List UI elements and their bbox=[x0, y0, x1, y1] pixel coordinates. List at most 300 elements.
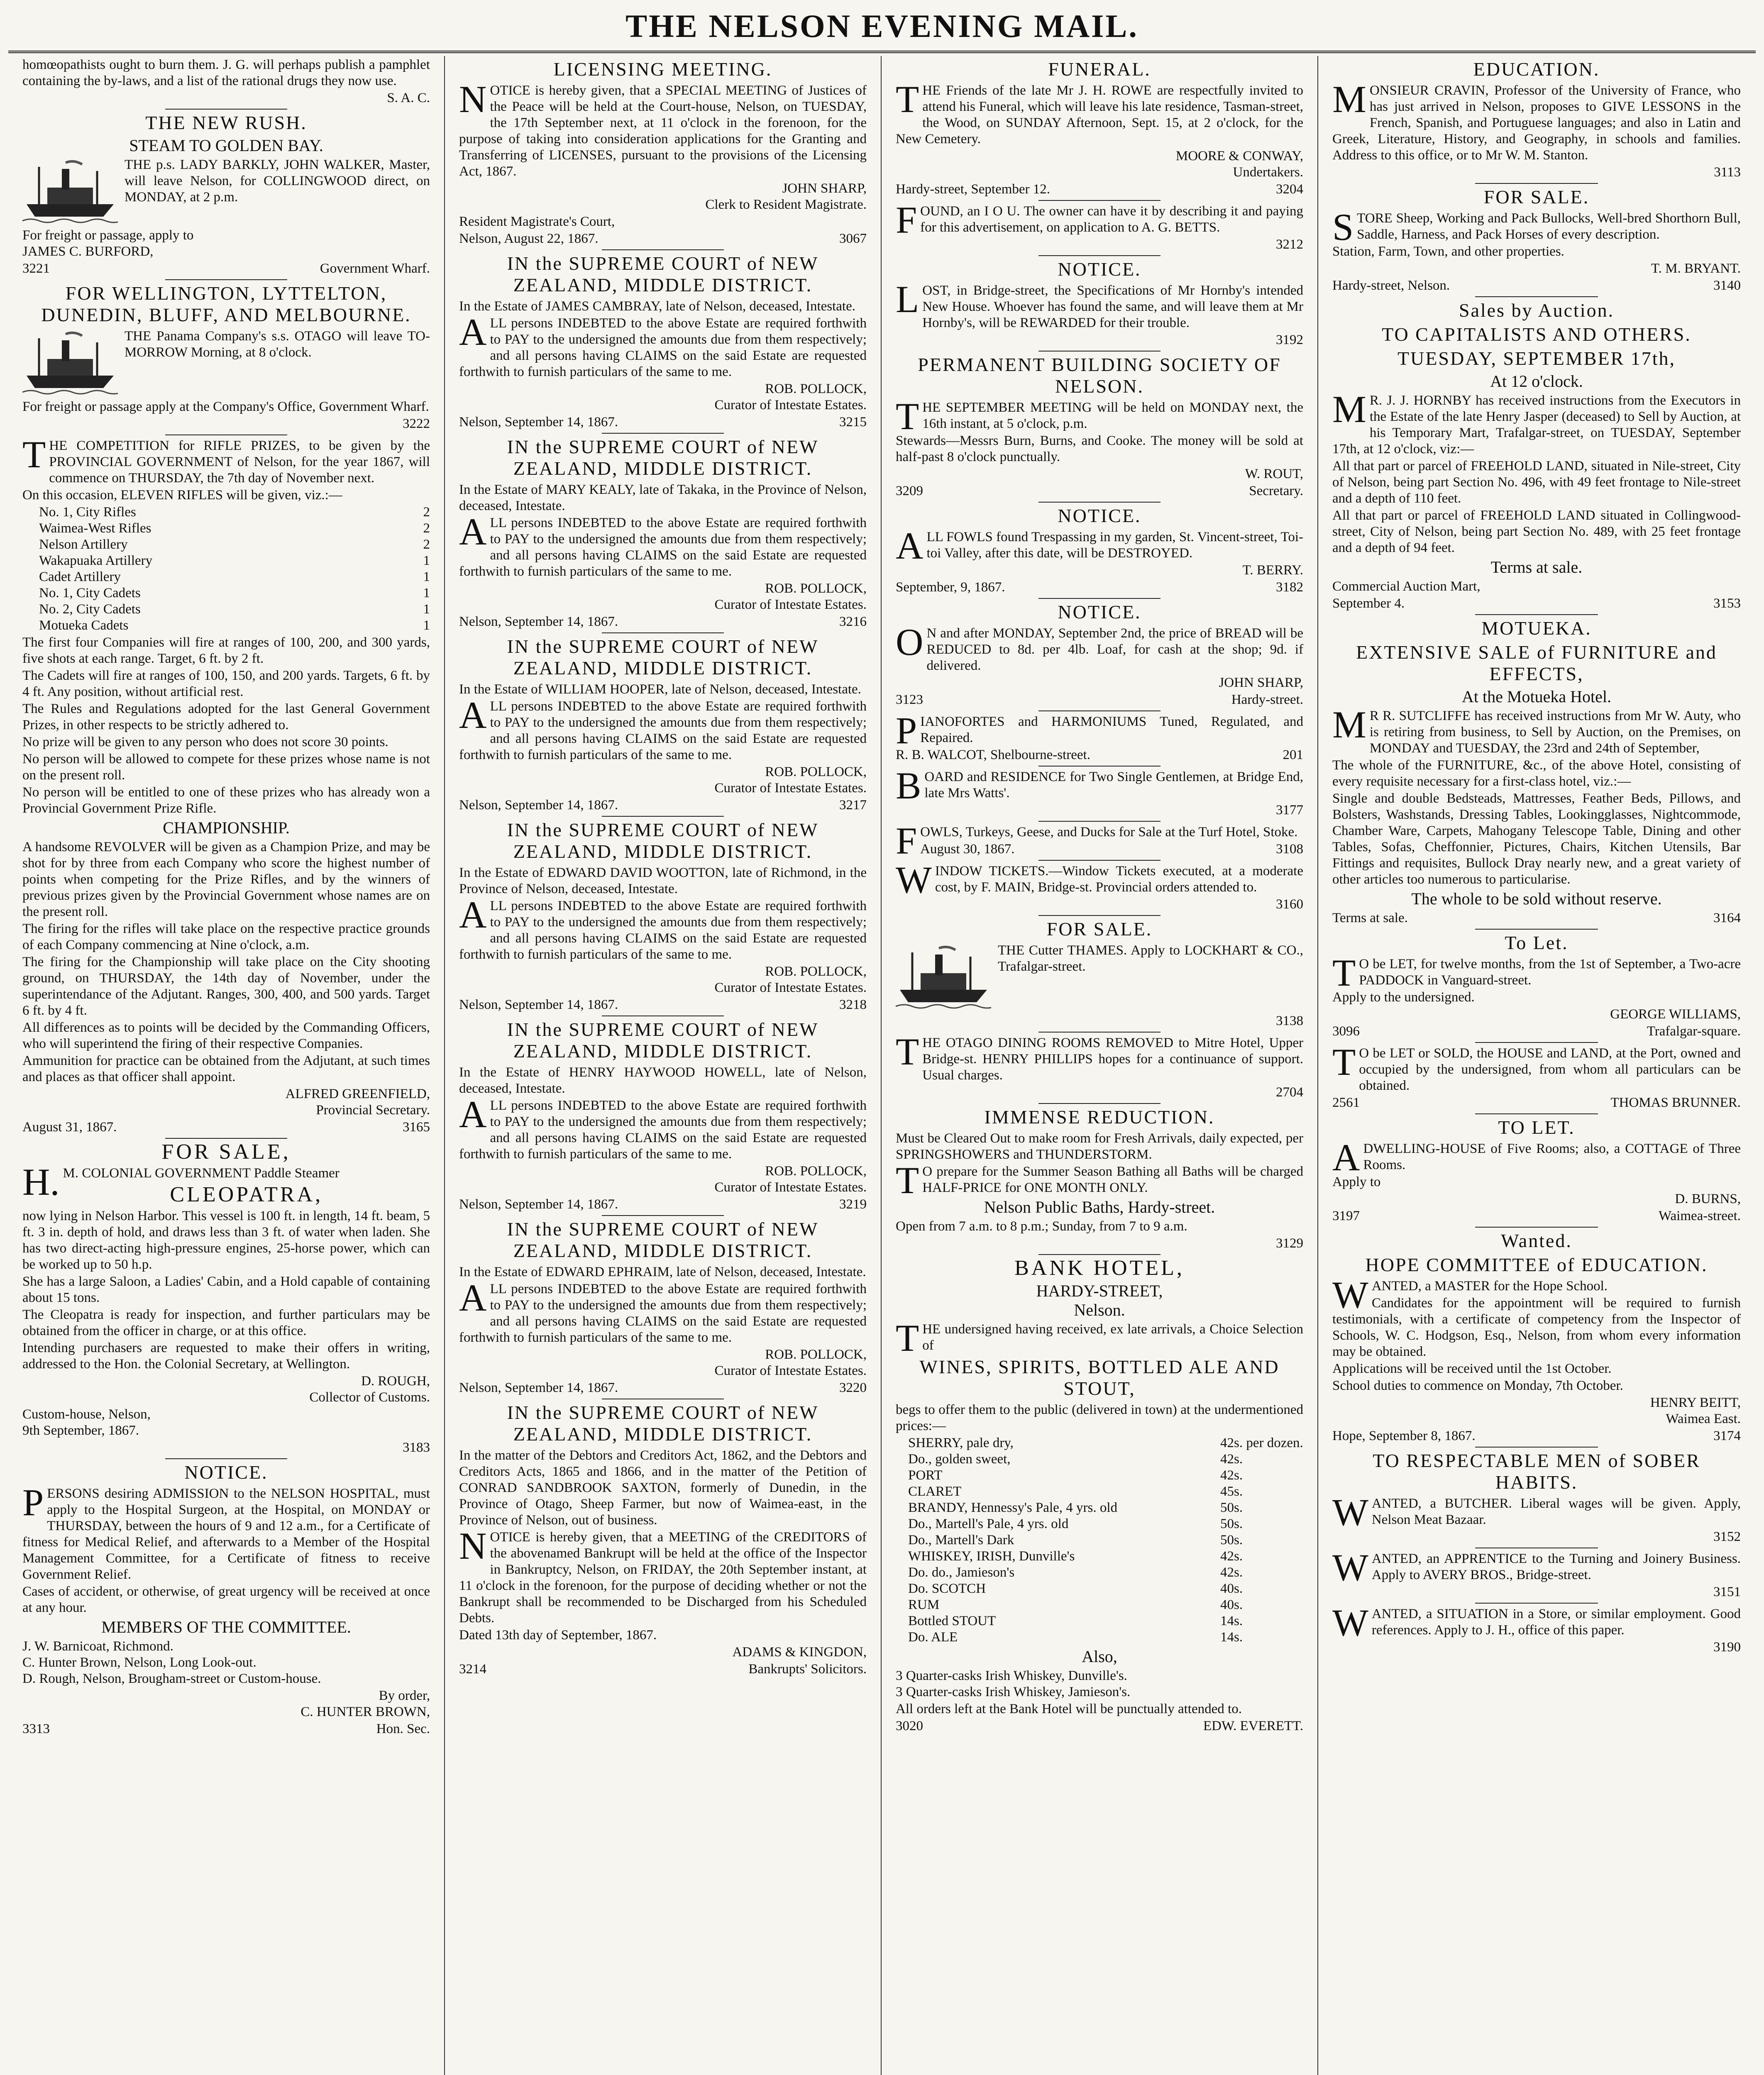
ad-body-dropcap: TO prepare for the Summer Season Bathing all Baths will be charged HALF-PRICE for ONE MONTH ONLY. bbox=[896, 1159, 1303, 1201]
prize-count: 1 bbox=[423, 569, 430, 584]
ad-subheading: Nelson Public Baths, Hardy-street. bbox=[984, 1198, 1215, 1216]
price-value: 50s. bbox=[1220, 1500, 1243, 1515]
ad-heading: EXTENSIVE SALE of FURNITURE and EFFECTS, bbox=[1356, 642, 1717, 684]
ship-advert bbox=[896, 942, 1303, 1012]
section-divider bbox=[1038, 1103, 1161, 1104]
ad-signature: JOHN SHARP, bbox=[1219, 675, 1303, 690]
ad-ref-left: September, 9, 1867. bbox=[896, 580, 1005, 595]
price-item: BRANDY, Hennessy's Pale, 4 yrs. old bbox=[908, 1500, 1118, 1515]
price-value: 40s. bbox=[1220, 1581, 1243, 1596]
ad-body-text: All that part or parcel of FREEHOLD LAND situated in Collingwood-street, City of Nelson, being part Section No. 489, with 25 feet frontage and a depth of 94 feet. bbox=[1332, 508, 1741, 555]
section-divider bbox=[165, 279, 288, 280]
ad-body-text: Station, Farm, Town, and other properties. bbox=[1332, 244, 1564, 259]
ad-heading: NOTICE. bbox=[1058, 259, 1141, 280]
section-divider bbox=[1038, 1032, 1161, 1033]
ad-body-text: The whole of the FURNITURE, &c., of the above Hotel, consisting of every requisite necessary for a first-class hotel, viz.:— bbox=[1332, 758, 1741, 789]
ad-footer-row bbox=[459, 1380, 867, 1396]
ad-ref-left: Nelson, September 14, 1867. bbox=[459, 1197, 618, 1212]
ad-footer-row bbox=[1332, 1023, 1741, 1040]
price-item: Do. ALE bbox=[908, 1630, 958, 1645]
ad-ref-right: 3217 bbox=[839, 798, 867, 813]
prize-count: 1 bbox=[423, 553, 430, 568]
ad-signature: 3222 bbox=[403, 416, 430, 431]
price-value: 42s. bbox=[1220, 1565, 1243, 1580]
ad-signature: ROB. POLLOCK, Curator of Intestate Estates. bbox=[714, 581, 867, 612]
section-divider bbox=[1475, 614, 1598, 615]
ad-body-text: Stewards—Messrs Burn, Burns, and Cooke. The money will be sold at half-past 8 o'clock punctually. bbox=[896, 433, 1303, 464]
ad-body-text: The firing for the Championship will take place on the City shooting ground, on THURSDAY, the 14th day of November, under the superintendance of the Adjutant. Ranges, 300, 400, and 500 yards. Target 6 ft. by 4 ft. bbox=[22, 954, 430, 1018]
prize-company: Waimea-West Rifles bbox=[39, 521, 151, 536]
price-list-row bbox=[896, 1532, 1303, 1548]
ad-footer-row bbox=[1332, 278, 1741, 294]
section-divider bbox=[1038, 710, 1161, 711]
columns bbox=[8, 56, 1756, 2075]
ad-heading: NOTICE. bbox=[184, 1462, 268, 1483]
ad-body-dropcap: NOTICE is hereby given, that a SPECIAL MEETING of Justices of the Peace will be held at the Court-house, Nelson, on TUESDAY, the 17th September next, at 11 o'clock in the forenoon, for the purpose of taking into consideration applications for the Granting and Transferring of LICENSES, pursuant to the provisions of the Licensing Act, 1867. bbox=[459, 78, 867, 179]
ad-body-dropcap: H.M. COLONIAL GOVERNMENT Paddle Steamer bbox=[22, 1161, 340, 1203]
ad-subheading: At the Motueka Hotel. bbox=[1462, 687, 1611, 706]
ad-body-text: 3 Quarter-casks Irish Whiskey, Dunville's. 3 Quarter-casks Irish Whiskey, Jamieson's. bbox=[896, 1668, 1131, 1699]
ad-footer-row bbox=[459, 997, 867, 1013]
section-divider bbox=[1038, 766, 1161, 767]
price-list-row bbox=[896, 1597, 1303, 1613]
ad-body-dropcap: PIANOFORTES and HARMONIUMS Tuned, Regulated, and Repaired. bbox=[896, 709, 1303, 752]
ad-signature: T. M. BRYANT. bbox=[1651, 261, 1741, 276]
ad-signature: ROB. POLLOCK, Curator of Intestate Estates. bbox=[714, 964, 867, 995]
ad-body-text: The first four Companies will fire at ranges of 100, 200, and 300 yards, five shots at each range. Target, 6 ft. by 2 ft. bbox=[22, 635, 430, 666]
ad-signature: ROB. POLLOCK, Curator of Intestate Estates. bbox=[714, 1347, 867, 1378]
ad-ref-right: 3108 bbox=[1276, 842, 1303, 857]
section-divider bbox=[1038, 1254, 1161, 1255]
ad-ref-right: Waimea-street. bbox=[1659, 1208, 1741, 1223]
masthead-rule bbox=[8, 51, 1756, 53]
ad-body-dropcap: BOARD and RESIDENCE for Two Single Gentlemen, at Bridge End, late Mrs Watts'. bbox=[896, 764, 1303, 807]
ad-heading: THE NEW RUSH. bbox=[145, 112, 307, 133]
ship-advert bbox=[22, 328, 430, 398]
section-divider bbox=[1475, 1042, 1598, 1043]
ad-ref-left: Nelson, August 22, 1867. bbox=[459, 231, 599, 246]
ad-signature: 2704 bbox=[1276, 1085, 1303, 1100]
price-list-row bbox=[896, 1581, 1303, 1597]
ad-signature: W. ROUT, bbox=[1245, 466, 1303, 481]
ad-ref-right: 3218 bbox=[839, 997, 867, 1012]
price-item: Do. do., Jamieson's bbox=[908, 1565, 1015, 1580]
ad-heading: FUNERAL. bbox=[1048, 59, 1151, 80]
ad-body-text: She has a large Saloon, a Ladies' Cabin, and a Hold capable of containing about 15 tons. bbox=[22, 1274, 430, 1305]
ad-footer-row bbox=[896, 483, 1303, 499]
ship-advert bbox=[22, 157, 430, 227]
ad-body-text: In the Estate of EDWARD DAVID WOOTTON, late of Richmond, in the Province of Nelson, deceased, Intestate. bbox=[459, 865, 867, 896]
ad-body-text: For freight or passage apply at the Company's Office, Government Wharf. bbox=[22, 399, 429, 414]
ad-footer-row bbox=[459, 414, 867, 430]
ad-footer-row bbox=[1332, 1095, 1741, 1111]
ad-ref-left: 3197 bbox=[1332, 1208, 1360, 1223]
ad-body-text: In the Estate of WILLIAM HOOPER, late of Nelson, deceased, Intestate. bbox=[459, 682, 861, 697]
section-divider bbox=[602, 632, 724, 633]
ad-body-dropcap: ALL persons INDEBTED to the above Estate are required forthwith to PAY to the undersigned the amounts due from them respectively; and all persons having CLAIMS on the said Estate are requested forthwith to furnish particulars of the same to me. bbox=[459, 311, 867, 379]
column-1 bbox=[8, 56, 445, 2075]
ad-subheading: HARDY-STREET, Nelson. bbox=[1036, 1282, 1163, 1319]
ad-ref-left: Nelson, September 14, 1867. bbox=[459, 1380, 618, 1395]
ad-heading: TO RESPECTABLE MEN of SOBER HABITS. bbox=[1373, 1450, 1700, 1493]
steamship-icon bbox=[22, 330, 118, 396]
ad-body-dropcap: PERSONS desiring ADMISSION to the NELSON HOSPITAL, must apply to the Hospital Surgeon, at the Hospital, on MONDAY or THURSDAY, between the hours of 9 and 12 a.m., for a Certificate of fitness for Medical Relief, and afterwards to a Member of the Hospital Management Committee, for a Certificate of fitness to receive Government Relief. bbox=[22, 1481, 430, 1582]
ad-footer-row bbox=[459, 1196, 867, 1213]
section-divider bbox=[1038, 915, 1161, 916]
ad-heading: CLEOPATRA, bbox=[170, 1183, 323, 1206]
ad-heading: BANK HOTEL, bbox=[1014, 1256, 1185, 1280]
ad-body-text: The Cleopatra is ready for inspection, and further particulars may be obtained from the officer in charge, or at this office. bbox=[22, 1307, 430, 1338]
ad-heading: IN the SUPREME COURT of NEW ZEALAND, MIDDLE DISTRICT. bbox=[507, 436, 819, 479]
ad-footer-row bbox=[896, 747, 1303, 763]
ad-ref-left: 3214 bbox=[459, 1662, 486, 1677]
ad-signature: 3129 bbox=[1276, 1236, 1303, 1251]
masthead bbox=[8, 3, 1756, 49]
price-list-row bbox=[896, 1565, 1303, 1581]
ad-body-text: No person will be allowed to compete for these prizes whose name is not on the present roll. bbox=[22, 752, 430, 783]
ad-ref-left: 3020 bbox=[896, 1719, 923, 1733]
ad-heading: TO CAPITALISTS AND OTHERS. bbox=[1382, 324, 1691, 345]
ad-heading: HOPE COMMITTEE of EDUCATION. bbox=[1365, 1254, 1708, 1275]
ad-ref-right: 3140 bbox=[1713, 278, 1741, 293]
ad-heading: IN the SUPREME COURT of NEW ZEALAND, MIDDLE DISTRICT. bbox=[507, 1218, 819, 1261]
section-divider bbox=[1038, 860, 1161, 861]
ad-subheading: STEAM TO GOLDEN BAY. bbox=[129, 136, 323, 155]
ad-body-text: The Cadets will fire at ranges of 100, 150, and 200 yards. Targets, 6 ft. by 4 ft. Any position, without artificial rest. bbox=[22, 668, 430, 699]
column-2 bbox=[445, 56, 882, 2075]
ad-body-dropcap: WINDOW TICKETS.—Window Tickets executed, at a moderate cost, by F. MAIN, Bridge-st. Provincial orders attended to. bbox=[896, 859, 1303, 901]
ad-heading: EDUCATION. bbox=[1473, 59, 1600, 80]
prize-company: Motueka Cadets bbox=[39, 618, 129, 633]
price-item: WHISKEY, IRISH, Dunville's bbox=[908, 1549, 1075, 1564]
price-list-row bbox=[896, 1484, 1303, 1500]
ad-body-dropcap: ALL persons INDEBTED to the above Estate are required forthwith to PAY to the undersigned the amounts due from them respectively; and all persons having CLAIMS on the said Estate are requested forthwith to furnish particulars of the same to me. bbox=[459, 694, 867, 762]
section-divider bbox=[602, 249, 724, 250]
section-divider bbox=[165, 1138, 288, 1139]
ad-body-dropcap: ADWELLING-HOUSE of Five Rooms; also, a COTTAGE of Three Rooms. bbox=[1332, 1136, 1741, 1179]
prize-count: 2 bbox=[423, 537, 430, 552]
ad-ref-right: 3220 bbox=[839, 1380, 867, 1395]
ad-ref-right: 3153 bbox=[1713, 596, 1741, 611]
ad-signature: D. ROUGH, Collector of Customs. bbox=[309, 1374, 430, 1405]
ad-body-text: All orders left at the Bank Hotel will be punctually attended to. bbox=[896, 1702, 1242, 1716]
ad-body-dropcap: WANTED, a MASTER for the Hope School. bbox=[1332, 1274, 1608, 1316]
prize-company: No. 1, City Cadets bbox=[39, 586, 141, 601]
prize-count: 1 bbox=[423, 602, 430, 617]
price-value: 14s. bbox=[1220, 1630, 1243, 1645]
ad-body-text: Open from 7 a.m. to 8 p.m.; Sunday, from 7 to 9 a.m. bbox=[896, 1219, 1187, 1234]
ad-footer-row bbox=[896, 692, 1303, 708]
price-list-row bbox=[896, 1516, 1303, 1532]
ad-heading: WINES, SPIRITS, BOTTLED ALE AND STOUT, bbox=[919, 1356, 1280, 1399]
ad-body-text: Commercial Auction Mart, bbox=[1332, 579, 1481, 594]
ad-ref-right: 3182 bbox=[1276, 580, 1303, 595]
ad-ref-left: Nelson, September 14, 1867. bbox=[459, 415, 618, 430]
newspaper-title: THE NELSON EVENING MAIL. bbox=[625, 8, 1139, 44]
ad-ref-right: 3164 bbox=[1713, 911, 1741, 925]
ad-heading: LICENSING MEETING. bbox=[553, 59, 772, 80]
ad-body-dropcap: TO be LET or SOLD, the HOUSE and LAND, at the Port, owned and occupied by the undersigned, from whom all particulars can be obtained. bbox=[1332, 1041, 1741, 1093]
ad-heading: FOR SALE. bbox=[1046, 918, 1153, 940]
ad-body-text: A handsome REVOLVER will be given as a Champion Prize, and may be shot for by three from each Company who score the highest number of points when competing for the Prize Rifles, and by the winners of previous prizes given by the Provincial Government whose names are on the present roll. bbox=[22, 840, 430, 919]
ad-ref-left: R. B. WALCOT, Shelbourne-street. bbox=[896, 747, 1090, 762]
ad-subheading: The whole to be sold without reserve. bbox=[1411, 889, 1662, 908]
price-value: 50s. bbox=[1220, 1533, 1243, 1548]
ad-ref-right: 3216 bbox=[839, 614, 867, 629]
ad-subheading: MEMBERS OF THE COMMITTEE. bbox=[101, 1618, 351, 1636]
ad-body-text: The Rules and Regulations adopted for the last General Government Prizes, in other respects to be strictly adhered to. bbox=[22, 701, 430, 732]
section-divider bbox=[602, 433, 724, 434]
section-divider bbox=[1038, 821, 1161, 822]
ad-heading: PERMANENT BUILDING SOCIETY OF NELSON. bbox=[918, 354, 1281, 397]
ad-signature: 3138 bbox=[1276, 1013, 1303, 1028]
section-divider bbox=[1038, 351, 1161, 352]
ad-footer-row bbox=[459, 1661, 867, 1677]
ad-ref-right: EDW. EVERETT. bbox=[1203, 1719, 1303, 1733]
ad-body-dropcap: MR. J. J. HORNBY has received instructions from the Executors in the Estate of the late Henry Jasper (deceased) to Sell by Auction, at his Temporary Mart, Trafalgar-street, on TUESDAY, September 17th, at 12 o'clock, viz:— bbox=[1332, 388, 1741, 456]
ad-heading: FOR WELLINGTON, LYTTELTON, DUNEDIN, BLUFF, AND MELBOURNE. bbox=[41, 283, 411, 325]
ad-signature: ROB. POLLOCK, Curator of Intestate Estates. bbox=[714, 381, 867, 413]
ad-footer-row bbox=[459, 614, 867, 630]
ad-ref-right: Trafalgar-square. bbox=[1647, 1024, 1741, 1039]
price-list-row bbox=[896, 1435, 1303, 1451]
ad-subheading: CHAMPIONSHIP. bbox=[163, 818, 290, 837]
ad-ref-left: Nelson, September 14, 1867. bbox=[459, 798, 618, 813]
ad-body-text: Apply to bbox=[1332, 1174, 1381, 1189]
ad-body-dropcap: ALL persons INDEBTED to the above Estate are required forthwith to PAY to the undersigned the amounts due from them respectively; and all persons having CLAIMS on the said Estate are requested forthwith to furnish particulars of the same to me. bbox=[459, 510, 867, 579]
ad-heading: Sales by Auction. bbox=[1459, 300, 1615, 321]
ad-heading: Wanted. bbox=[1501, 1230, 1572, 1251]
ad-footer-row bbox=[920, 841, 1303, 857]
section-divider bbox=[1475, 1227, 1598, 1228]
ad-heading: IMMENSE REDUCTION. bbox=[984, 1106, 1215, 1128]
prize-company: Nelson Artillery bbox=[39, 537, 128, 552]
ad-footer-row bbox=[1332, 910, 1741, 926]
ad-subheading: At 12 o'clock. bbox=[1490, 372, 1583, 391]
ship-advert-text: THE Panama Company's s.s. OTAGO will leave TO-MORROW Morning, at 8 o'clock. bbox=[125, 329, 430, 360]
price-list-row bbox=[896, 1548, 1303, 1565]
ad-footer-row bbox=[1332, 596, 1741, 612]
ad-body-dropcap: THE OTAGO DINING ROOMS REMOVED to Mitre Hotel, Upper Bridge-st. HENRY PHILLIPS hopes for a continuance of support. Usual charges. bbox=[896, 1030, 1303, 1083]
section-divider bbox=[1038, 502, 1161, 503]
ad-body-text: The firing for the rifles will take place on the respective practice grounds of each Company commencing at Nine o'clock, a.m. bbox=[22, 921, 430, 952]
ad-ref-left: Hope, September 8, 1867. bbox=[1332, 1428, 1476, 1443]
ad-body-dropcap: LOST, in Bridge-street, the Specifications of Mr Hornby's intended New House. Whoever has found the same, and will leave them at Mr Hornby's, will be REWARDED for their trouble. bbox=[896, 278, 1303, 330]
price-item: Do. SCOTCH bbox=[908, 1581, 986, 1596]
ad-signature: ROB. POLLOCK, Curator of Intestate Estates. bbox=[714, 1164, 867, 1195]
section-divider bbox=[165, 1458, 288, 1459]
ad-ref-left: Hardy-street, September 12. bbox=[896, 182, 1051, 197]
prize-list-row bbox=[22, 553, 430, 569]
price-list-row bbox=[896, 1629, 1303, 1645]
price-item: RUM bbox=[908, 1597, 940, 1612]
ad-ref-left: 2561 bbox=[1332, 1095, 1360, 1110]
ad-body-text: In the Estate of JAMES CAMBRAY, late of Nelson, deceased, Intestate. bbox=[459, 299, 856, 314]
ad-ref-left: August 30, 1867. bbox=[920, 842, 1015, 857]
ad-body-text: In the matter of the Debtors and Creditors Act, 1862, and the Debtors and Creditors Acts, 1865 and 1866, and in the matter of the Petition of CONRAD SANDBROOK SAXTON, formerly of Dunedin, in the Province of Otago, Sheep Farmer, but now of Waimea-east, in the Province of Nelson, out of business. bbox=[459, 1448, 867, 1528]
ad-body-dropcap: ALL persons INDEBTED to the above Estate are required forthwith to PAY to the undersigned the amounts due from them respectively; and all persons having CLAIMS on the said Estate are requested forthwith to furnish particulars of the same to me. bbox=[459, 893, 867, 962]
section-divider bbox=[1475, 296, 1598, 297]
ad-signature: 3192 bbox=[1276, 332, 1303, 347]
ad-subheading: Terms at sale. bbox=[1490, 558, 1583, 576]
ad-body-text: No person will be entitled to one of these prizes who has already won a Provincial Government Prize Rifle. bbox=[22, 785, 430, 816]
section-divider bbox=[1038, 598, 1161, 599]
ship-advert-text: THE p.s. LADY BARKLY, JOHN WALKER, Master, will leave Nelson, for COLLINGWOOD direct, on MONDAY, at 2 p.m. bbox=[125, 157, 430, 205]
ad-body-text: All differences as to points will be decided by the Commanding Officers, who will superintend the firing of their respective Companies. bbox=[22, 1020, 430, 1051]
section-divider bbox=[165, 109, 288, 110]
ad-ref-right: 3204 bbox=[1276, 182, 1303, 197]
prize-count: 1 bbox=[423, 586, 430, 601]
steamship-icon bbox=[896, 944, 991, 1011]
ad-heading: IN the SUPREME COURT of NEW ZEALAND, MIDDLE DISTRICT. bbox=[507, 253, 819, 295]
ad-subheading: Also, bbox=[1082, 1647, 1117, 1666]
ad-heading: TO LET. bbox=[1498, 1117, 1575, 1138]
price-list-row bbox=[896, 1613, 1303, 1629]
ad-signature: HENRY BEITT, Waimea East. bbox=[1650, 1395, 1741, 1426]
ad-body-text: On this occasion, ELEVEN RIFLES will be given, viz.:— bbox=[22, 488, 342, 503]
price-item: SHERRY, pale dry, bbox=[908, 1435, 1014, 1450]
ad-body-text: now lying in Nelson Harbor. This vessel is 100 ft. in length, 14 ft. beam, 5 ft. 3 in. depth of hold, and draws less than 3 ft. of water when laden. She has two direct-acting high-pressure engines, 25-horse power, which can be worked up to 50 h.p. bbox=[22, 1208, 430, 1272]
ad-body-text: No prize will be given to any person who does not score 30 points. bbox=[22, 735, 388, 749]
prize-list-row bbox=[22, 569, 430, 585]
prize-list-row bbox=[22, 618, 430, 634]
ad-body-dropcap: THE COMPETITION for RIFLE PRIZES, to be given by the PROVINCIAL GOVERNMENT of Nelson, for the year 1867, will commence on THURSDAY, the 7th day of November next. bbox=[22, 433, 430, 486]
ad-signature: By order, C. HUNTER BROWN, bbox=[301, 1688, 430, 1719]
ad-heading: FOR SALE, bbox=[161, 1140, 291, 1164]
ad-footer-row bbox=[22, 1119, 430, 1135]
ad-footer-row bbox=[459, 231, 867, 247]
price-value: 42s. per dozen. bbox=[1220, 1435, 1303, 1450]
ship-advert-text: THE Cutter THAMES. Apply to LOCKHART & CO., Trafalgar-street. bbox=[998, 943, 1303, 974]
ad-heading: TUESDAY, SEPTEMBER 17th, bbox=[1397, 348, 1676, 369]
ad-body-text: Cases of accident, or otherwise, of great urgency will be received at once at any hour. bbox=[22, 1584, 430, 1615]
ad-heading: To Let. bbox=[1505, 932, 1569, 953]
ad-body-text: Custom-house, Nelson, 9th September, 1867. bbox=[22, 1407, 151, 1438]
ad-signature: T. BERRY. bbox=[1242, 563, 1303, 578]
ad-ref-right: Government Wharf. bbox=[320, 261, 430, 276]
prize-company: Wakapuaka Artillery bbox=[39, 553, 153, 568]
ad-body-dropcap: STORE Sheep, Working and Pack Bullocks, Well-bred Shorthorn Bull, Saddle, Harness, and Pack Horses of every description. bbox=[1332, 206, 1741, 248]
ad-signature: 3177 bbox=[1276, 803, 1303, 818]
section-divider bbox=[602, 816, 724, 817]
ad-signature: S. A. C. bbox=[387, 90, 430, 105]
ad-heading: IN the SUPREME COURT of NEW ZEALAND, MIDDLE DISTRICT. bbox=[507, 1019, 819, 1062]
ad-heading: MOTUEKA. bbox=[1481, 618, 1592, 639]
ad-body-dropcap: WANTED, an APPRENTICE to the Turning and Joinery Business. Apply to AVERY BROS., Bridge-street. bbox=[1332, 1546, 1741, 1589]
prize-list-row bbox=[22, 585, 430, 601]
ad-ref-right: Hardy-street. bbox=[1231, 692, 1303, 707]
price-item: Bottled STOUT bbox=[908, 1614, 996, 1628]
section-divider bbox=[1475, 1603, 1598, 1604]
ad-heading: IN the SUPREME COURT of NEW ZEALAND, MIDDLE DISTRICT. bbox=[507, 1402, 819, 1445]
ad-signature: 3113 bbox=[1714, 165, 1741, 180]
ad-body-text: Applications will be received until the 1st October. bbox=[1332, 1361, 1612, 1376]
prize-list-row bbox=[22, 601, 430, 618]
ad-ref-right: THOMAS BRUNNER. bbox=[1610, 1095, 1741, 1110]
ad-heading: IN the SUPREME COURT of NEW ZEALAND, MIDDLE DISTRICT. bbox=[507, 819, 819, 862]
ad-body-dropcap: THE SEPTEMBER MEETING will be held on MONDAY next, the 16th instant, at 5 o'clock, p.m. bbox=[896, 395, 1303, 437]
ad-body-dropcap: MONSIEUR CRAVIN, Professor of the University of France, who has just arrived in Nelson, proposes to GIVE LESSONS in the French, Spanish, and Portuguese languages; and also in Latin and Greek, Literature, History, and Geography, in schools and families. Address to this office, or to Mr W. M. Stanton. bbox=[1332, 78, 1741, 163]
ad-body-dropcap: FOUND, an I O U. The owner can have it by describing it and paying for this advertisement, on application to A. G. BETTS. bbox=[896, 199, 1303, 241]
ad-footer-row bbox=[22, 1721, 430, 1737]
section-divider bbox=[602, 1215, 724, 1216]
price-item: Do., golden sweet, bbox=[908, 1452, 1011, 1467]
ad-body-dropcap: TO be LET, for twelve months, from the 1st of September, a Two-acre PADDOCK in Vanguard-street. bbox=[1332, 952, 1741, 994]
prize-list-row bbox=[22, 537, 430, 553]
ad-ref-right: 3215 bbox=[839, 415, 867, 430]
ad-body-dropcap: WANTED, a BUTCHER. Liberal wages will be given. Apply, Nelson Meat Bazaar. bbox=[1332, 1491, 1741, 1533]
ad-body-text: J. W. Barnicoat, Richmond. C. Hunter Brown, Nelson, Long Look-out. D. Rough, Nelson, Brougham-street or Custom-house. bbox=[22, 1639, 321, 1686]
ad-ref-right: 3165 bbox=[403, 1120, 430, 1135]
ad-signature: ROB. POLLOCK, Curator of Intestate Estates. bbox=[714, 764, 867, 796]
ad-footer-row bbox=[896, 579, 1303, 596]
price-item: Do., Martell's Pale, 4 yrs. old bbox=[908, 1516, 1069, 1531]
section-divider bbox=[1038, 255, 1161, 256]
ad-footer-row bbox=[1332, 1208, 1741, 1224]
ad-signature: MOORE & CONWAY, Undertakers. bbox=[1175, 149, 1303, 180]
steamship-icon bbox=[22, 159, 118, 225]
ad-heading: IN the SUPREME COURT of NEW ZEALAND, MIDDLE DISTRICT. bbox=[507, 636, 819, 679]
price-value: 40s. bbox=[1220, 1597, 1243, 1612]
ad-body-dropcap: WANTED, a SITUATION in a Store, or similar employment. Good references. Apply to J. H., office of this paper. bbox=[1332, 1601, 1741, 1644]
ad-body-dropcap: THE Friends of the late Mr J. H. ROWE are respectfully invited to attend his Funeral, which will leave his late residence, Tasman-street, the Wood, on SUNDAY Afternoon, Sept. 15, at 2 o'clock, for the New Cemetery. bbox=[896, 78, 1303, 146]
ad-signature: ALFRED GREENFIELD, Provincial Secretary. bbox=[285, 1086, 430, 1118]
section-divider bbox=[1475, 1113, 1598, 1114]
ad-signature: D. BURNS, bbox=[1675, 1191, 1741, 1206]
ad-ref-left: September 4. bbox=[1332, 596, 1405, 611]
ad-footer-row bbox=[896, 181, 1303, 198]
ad-ref-left: 3209 bbox=[896, 483, 923, 498]
section-divider bbox=[1475, 1447, 1598, 1448]
ad-heading: FOR SALE. bbox=[1483, 186, 1590, 208]
ad-ref-left: Nelson, September 14, 1867. bbox=[459, 614, 618, 629]
ad-ref-left: August 31, 1867. bbox=[22, 1120, 117, 1135]
ad-signature: GEORGE WILLIAMS, bbox=[1610, 1007, 1741, 1022]
ad-signature: JOHN SHARP, Clerk to Resident Magistrate. bbox=[705, 181, 867, 212]
ad-ref-left: Terms at sale. bbox=[1332, 911, 1408, 925]
price-value: 14s. bbox=[1220, 1614, 1243, 1628]
ad-body-text: In the Estate of HENRY HAYWOOD HOWELL, late of Nelson, deceased, Intestate. bbox=[459, 1065, 867, 1096]
ad-body-text: Single and double Bedsteads, Mattresses, Feather Beds, Pillows, and Bolsters, Washstands, Dressing Tables, Lookingglasses, Nightcommode, Chamber Ware, Carpets, Mahogany Telescope Table, Dining and other Tables, Sofas, Cheffonnier, Pictures, Chairs, Kitchen Utensils, Bar Fittings and requisites, Bullock Dray nearly new, and a great variety of other articles too numerous to particularise. bbox=[1332, 791, 1741, 887]
price-value: 42s. bbox=[1220, 1468, 1243, 1483]
prize-count: 1 bbox=[423, 618, 430, 633]
ad-ref-left: 3221 bbox=[22, 261, 50, 276]
ad-body-text: Dated 13th day of September, 1867. bbox=[459, 1628, 657, 1643]
ad-body-dropcap: ALL persons INDEBTED to the above Estate are required forthwith to PAY to the undersigned the amounts due from them respectively; and all persons having CLAIMS on the said Estate are requested forthwith to furnish particulars of the same to me. bbox=[459, 1277, 867, 1345]
ad-ref-right: Secretary. bbox=[1249, 483, 1303, 498]
ad-body-text: Candidates for the appointment will be required to furnish testimonials, with a certificate of competency from the Inspector of Schools, W. C. Hodgson, Esq., Nelson, from whom every information may be obtained. bbox=[1332, 1296, 1741, 1359]
ad-body-dropcap: ALL FOWLS found Trespassing in my garden, St. Vincent-street, Toi-toi Valley, after this date, will be DESTROYED. bbox=[896, 525, 1303, 567]
ad-footer-row bbox=[1332, 1428, 1741, 1444]
ad-body-text: Apply to the undersigned. bbox=[1332, 990, 1475, 1005]
ad-signature: 3212 bbox=[1276, 237, 1303, 252]
ad-ref-left: 3096 bbox=[1332, 1024, 1360, 1039]
section-divider bbox=[1038, 200, 1161, 201]
ad-ref-left: 3123 bbox=[896, 692, 923, 707]
ad-body-text: For freight or passage, apply to JAMES C. BURFORD, bbox=[22, 228, 194, 259]
ad-ref-left: 3313 bbox=[22, 1721, 50, 1736]
ad-body-text: In the Estate of EDWARD EPHRAIM, late of Nelson, deceased, Intestate. bbox=[459, 1265, 866, 1279]
ad-body-dropcap: ON and after MONDAY, September 2nd, the price of BREAD will be REDUCED to 8d. per 4lb. Loaf, for cash at the shop; 9d. if delivered. bbox=[896, 621, 1303, 673]
column-4 bbox=[1318, 56, 1755, 2075]
ad-signature: ADAMS & KINGDON, bbox=[732, 1645, 867, 1660]
column-3 bbox=[882, 56, 1318, 2075]
prize-list-row bbox=[22, 520, 430, 537]
ad-heading: NOTICE. bbox=[1058, 601, 1141, 622]
ad-body-text: homœopathists ought to burn them. J. G. will perhaps publish a pamphlet containing the by-laws, and a list of the rational drugs they now use. bbox=[22, 57, 430, 88]
price-value: 45s. bbox=[1220, 1484, 1243, 1499]
ad-ref-left: Hardy-street, Nelson. bbox=[1332, 278, 1450, 293]
